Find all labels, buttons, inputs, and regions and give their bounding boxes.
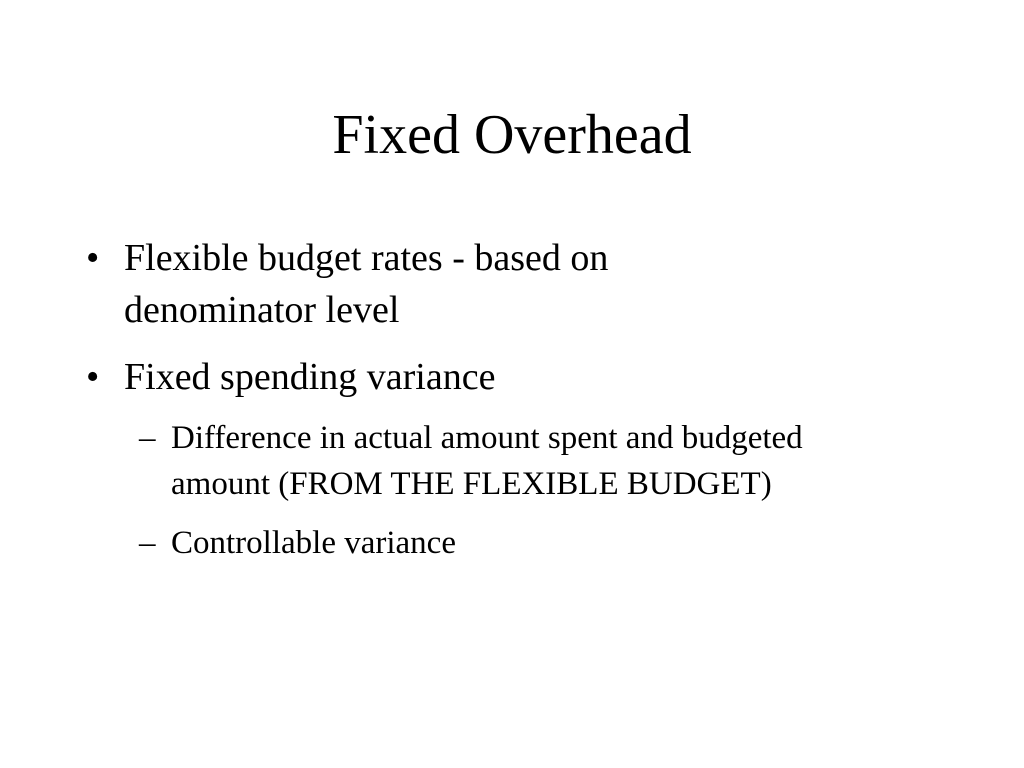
sub-bullet-text-line: amount (FROM THE FLEXIBLE BUDGET) (171, 466, 772, 502)
bullet-text-line: denominator level (124, 289, 400, 331)
bullet-item (86, 351, 886, 403)
sub-bullet-text-line: Difference in actual amount spent and budgeted (171, 420, 803, 456)
sub-bullet-item (139, 415, 979, 507)
sub-bullet-item (139, 520, 979, 566)
sub-bullet-marker: – (139, 420, 156, 456)
sub-bullet-marker: – (139, 525, 156, 561)
bullet-item (86, 232, 886, 336)
sub-bullet-text-line: Controllable variance (171, 525, 456, 561)
bullet-text-line: Fixed spending variance (124, 356, 496, 398)
bullet-text-line: Flexible budget rates - based on (124, 237, 609, 279)
slide-title: Fixed Overhead (332, 104, 692, 166)
bullet-marker: • (86, 356, 100, 398)
bullet-marker: • (86, 237, 100, 279)
